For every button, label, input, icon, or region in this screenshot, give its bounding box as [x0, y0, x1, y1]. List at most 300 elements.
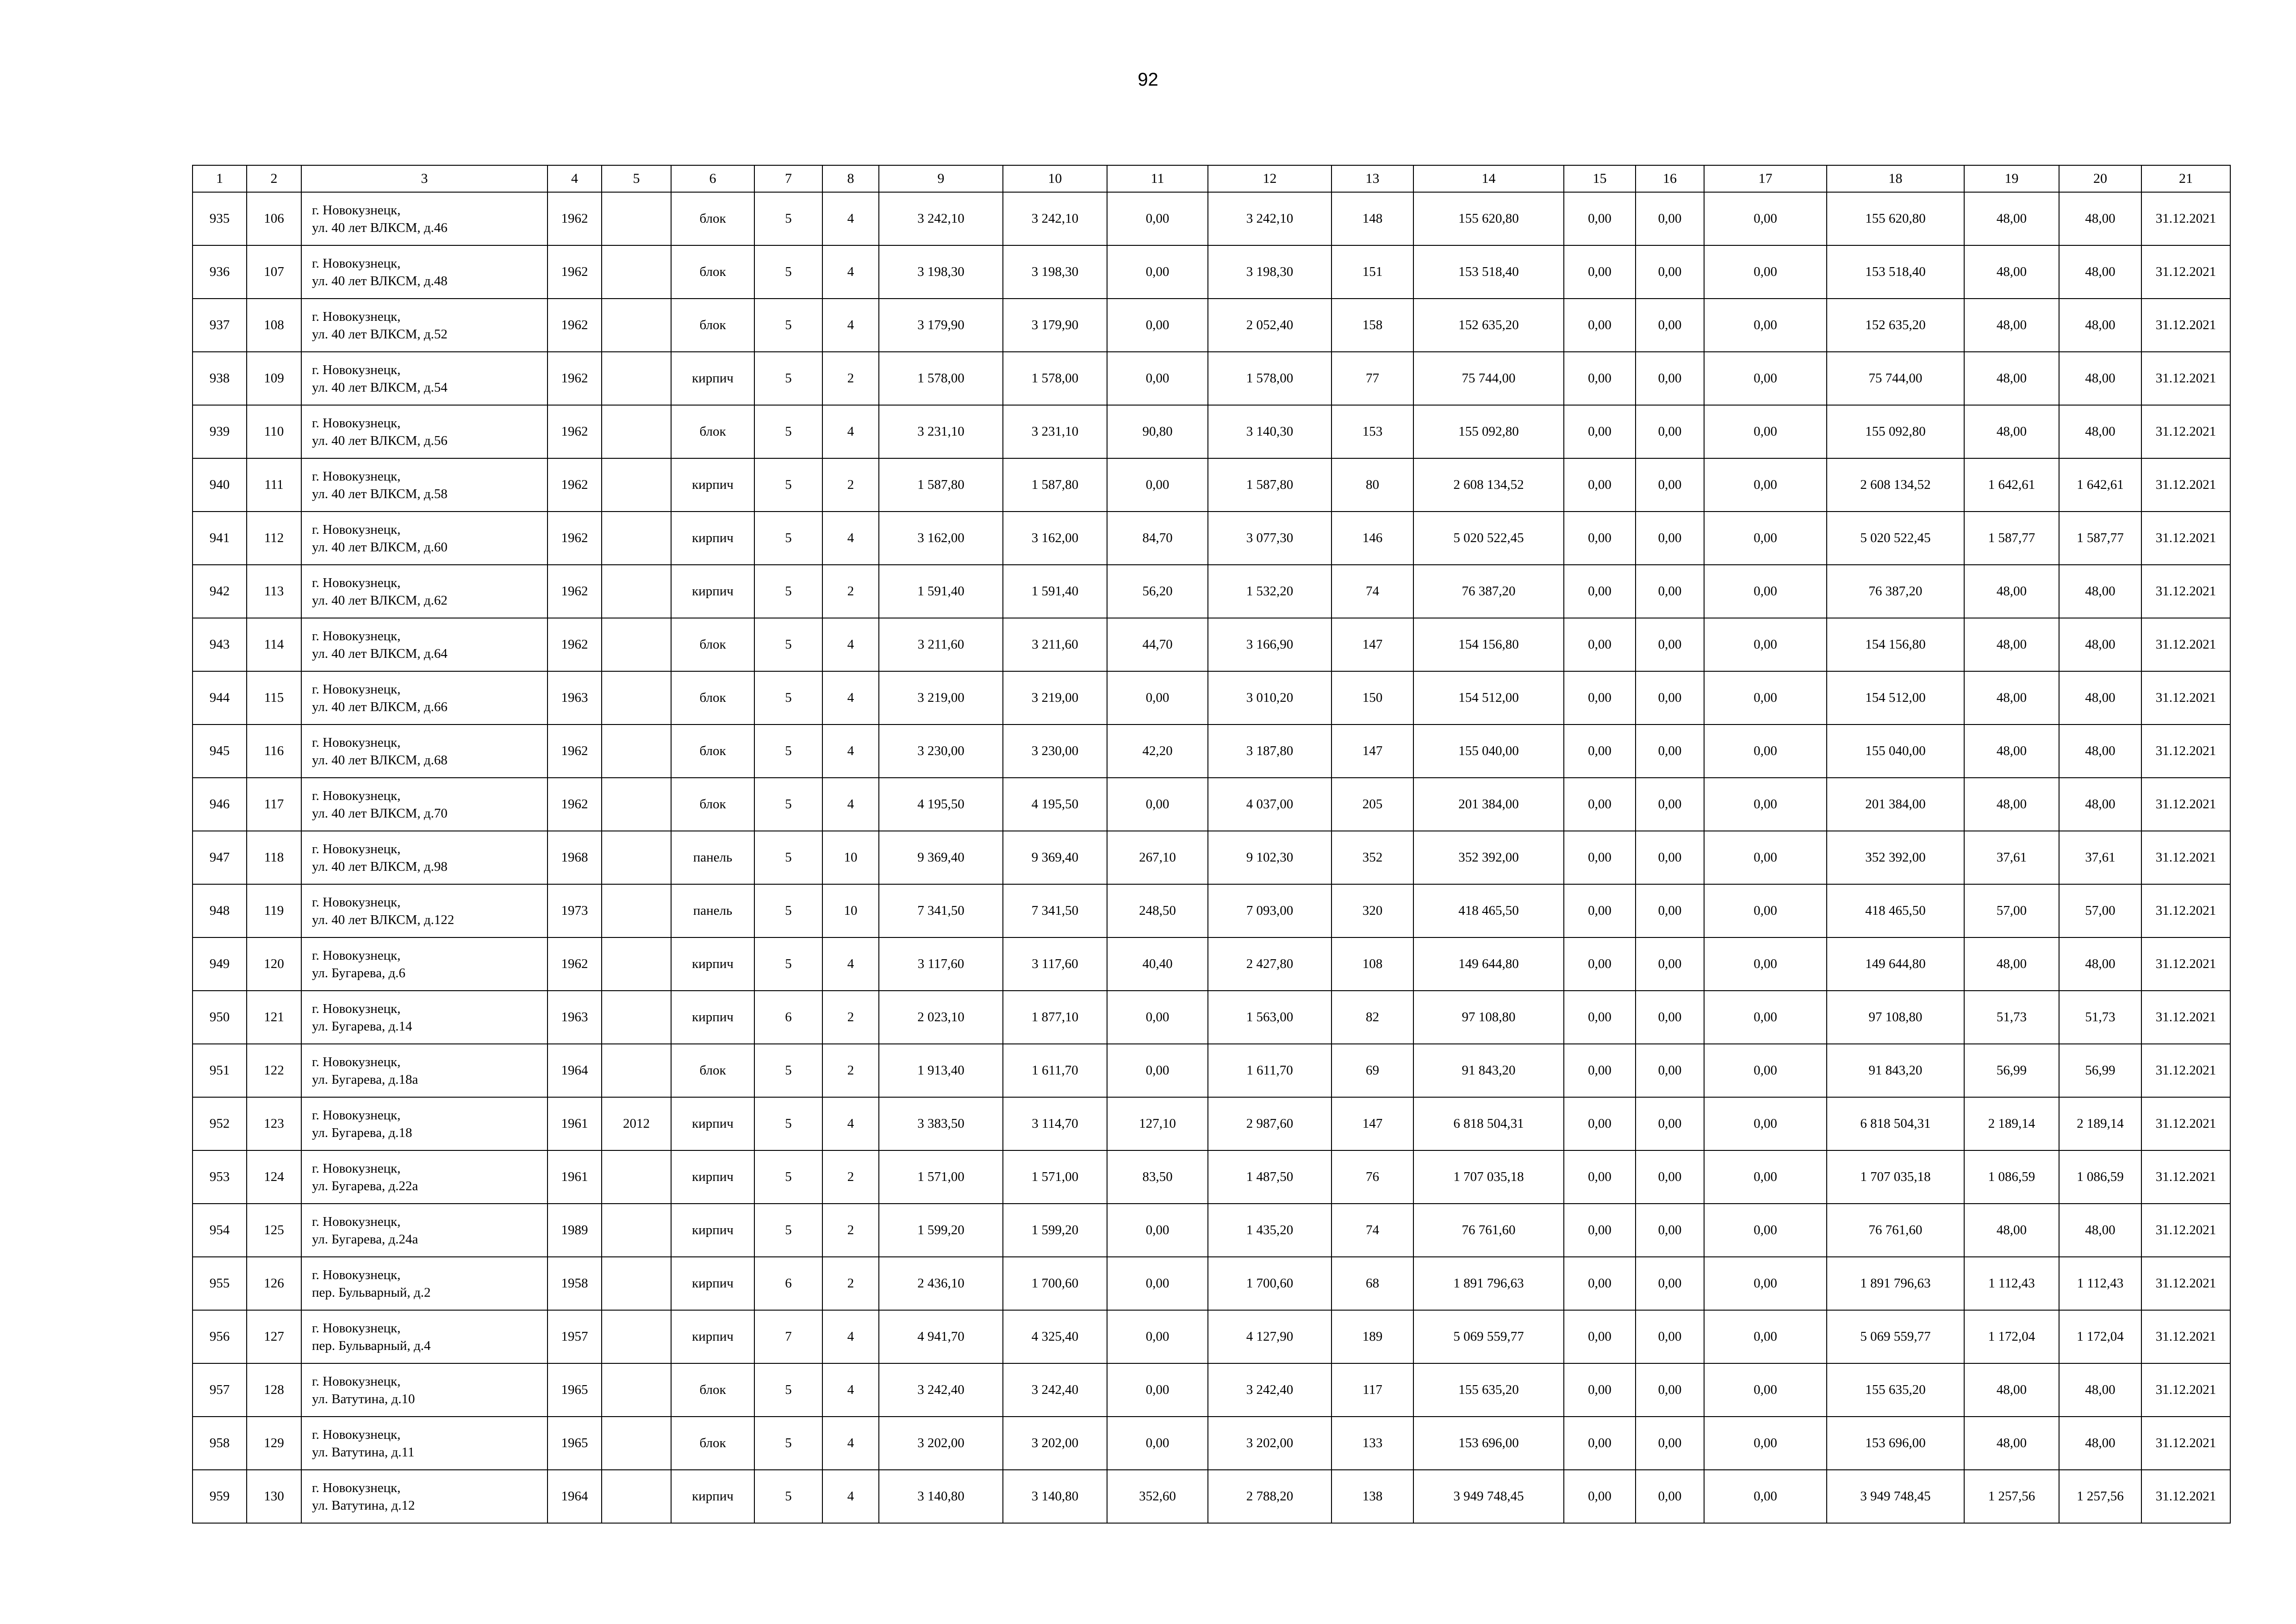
- table-row: [193, 1310, 2230, 1363]
- cell-c8: 2: [822, 458, 879, 512]
- cell-c14: 352 392,00: [1413, 831, 1564, 884]
- cell-c13: 150: [1332, 671, 1413, 725]
- address-city: г. Новокузнецк,: [312, 415, 401, 431]
- address-cell: [301, 512, 548, 565]
- column-header-7: 7: [754, 165, 822, 192]
- cell-c7: 5: [754, 1470, 822, 1523]
- cell-c5: [602, 245, 671, 299]
- cell-c6: блок: [671, 725, 754, 778]
- cell-c21: 31.12.2021: [2141, 618, 2230, 671]
- cell-c20: 1 587,77: [2059, 512, 2141, 565]
- cell-c21: 31.12.2021: [2141, 565, 2230, 618]
- cell-c6: блок: [671, 1044, 754, 1097]
- cell-c19: 48,00: [1964, 245, 2059, 299]
- cell-c18: 201 384,00: [1827, 778, 1964, 831]
- cell-c13: 147: [1332, 725, 1413, 778]
- cell-c16: 0,00: [1636, 831, 1704, 884]
- cell-c14: 3 949 748,45: [1413, 1470, 1564, 1523]
- cell-c6: блок: [671, 299, 754, 352]
- housing-register-table: [192, 165, 2231, 1524]
- cell-c4: 1962: [548, 512, 602, 565]
- cell-c17: 0,00: [1704, 1150, 1827, 1204]
- cell-c12: 2 788,20: [1208, 1470, 1332, 1523]
- cell-c16: 0,00: [1636, 352, 1704, 405]
- cell-c19: 1 086,59: [1964, 1150, 2059, 1204]
- cell-c17: 0,00: [1704, 1417, 1827, 1470]
- address-cell: [301, 1310, 548, 1363]
- cell-c2: 123: [247, 1097, 301, 1150]
- cell-c17: 0,00: [1704, 565, 1827, 618]
- cell-c6: кирпич: [671, 1257, 754, 1310]
- cell-c5: [602, 991, 671, 1044]
- cell-c13: 189: [1332, 1310, 1413, 1363]
- cell-c10: 1 578,00: [1003, 352, 1107, 405]
- address-street: ул. 40 лет ВЛКСМ, д.46: [312, 220, 448, 235]
- cell-c19: 48,00: [1964, 565, 2059, 618]
- cell-c17: 0,00: [1704, 512, 1827, 565]
- cell-c13: 147: [1332, 1097, 1413, 1150]
- cell-c8: 2: [822, 1257, 879, 1310]
- cell-c2: 118: [247, 831, 301, 884]
- cell-c21: 31.12.2021: [2141, 831, 2230, 884]
- cell-c20: 2 189,14: [2059, 1097, 2141, 1150]
- cell-c11: 0,00: [1107, 245, 1208, 299]
- cell-c18: 155 092,80: [1827, 405, 1964, 458]
- cell-c4: 1962: [548, 405, 602, 458]
- cell-c8: 2: [822, 1204, 879, 1257]
- cell-c16: 0,00: [1636, 192, 1704, 245]
- cell-c15: 0,00: [1564, 1097, 1636, 1150]
- address-cell: [301, 1204, 548, 1257]
- cell-c20: 56,99: [2059, 1044, 2141, 1097]
- cell-c6: панель: [671, 884, 754, 937]
- cell-c15: 0,00: [1564, 1204, 1636, 1257]
- cell-c10: 4 325,40: [1003, 1310, 1107, 1363]
- cell-c1: 954: [193, 1204, 247, 1257]
- cell-c19: 48,00: [1964, 192, 2059, 245]
- cell-c14: 5 069 559,77: [1413, 1310, 1564, 1363]
- cell-c20: 48,00: [2059, 1417, 2141, 1470]
- cell-c13: 146: [1332, 512, 1413, 565]
- cell-c14: 91 843,20: [1413, 1044, 1564, 1097]
- address-cell: [301, 937, 548, 991]
- cell-c19: 56,99: [1964, 1044, 2059, 1097]
- cell-c19: 48,00: [1964, 778, 2059, 831]
- cell-c8: 2: [822, 565, 879, 618]
- cell-c8: 4: [822, 1417, 879, 1470]
- address-city: г. Новокузнецк,: [312, 894, 401, 910]
- cell-c9: 3 162,00: [879, 512, 1003, 565]
- cell-c15: 0,00: [1564, 937, 1636, 991]
- cell-c14: 75 744,00: [1413, 352, 1564, 405]
- cell-c4: 1962: [548, 192, 602, 245]
- cell-c11: 90,80: [1107, 405, 1208, 458]
- cell-c2: 130: [247, 1470, 301, 1523]
- cell-c9: 1 571,00: [879, 1150, 1003, 1204]
- address-street: ул. Бугарева, д.22а: [312, 1178, 418, 1193]
- cell-c5: [602, 831, 671, 884]
- cell-c18: 352 392,00: [1827, 831, 1964, 884]
- table-row: [193, 1150, 2230, 1204]
- cell-c15: 0,00: [1564, 725, 1636, 778]
- cell-c4: 1962: [548, 778, 602, 831]
- cell-c1: 951: [193, 1044, 247, 1097]
- address-street: ул. 40 лет ВЛКСМ, д.62: [312, 593, 448, 608]
- cell-c10: 3 162,00: [1003, 512, 1107, 565]
- address-street: ул. Ватутина, д.10: [312, 1391, 415, 1406]
- cell-c4: 1962: [548, 245, 602, 299]
- cell-c8: 10: [822, 884, 879, 937]
- address-city: г. Новокузнецк,: [312, 1107, 401, 1123]
- cell-c9: 2 436,10: [879, 1257, 1003, 1310]
- cell-c9: 3 117,60: [879, 937, 1003, 991]
- cell-c7: 5: [754, 1150, 822, 1204]
- column-header-17: 17: [1704, 165, 1827, 192]
- column-header-4: 4: [548, 165, 602, 192]
- address-cell: [301, 405, 548, 458]
- cell-c2: 115: [247, 671, 301, 725]
- cell-c2: 122: [247, 1044, 301, 1097]
- cell-c1: 936: [193, 245, 247, 299]
- address-street: ул. 40 лет ВЛКСМ, д.56: [312, 433, 448, 448]
- cell-c20: 37,61: [2059, 831, 2141, 884]
- column-header-5: 5: [602, 165, 671, 192]
- cell-c15: 0,00: [1564, 512, 1636, 565]
- cell-c21: 31.12.2021: [2141, 1150, 2230, 1204]
- cell-c10: 1 700,60: [1003, 1257, 1107, 1310]
- address-street: ул. 40 лет ВЛКСМ, д.122: [312, 912, 454, 927]
- cell-c20: 57,00: [2059, 884, 2141, 937]
- cell-c5: [602, 512, 671, 565]
- cell-c9: 3 198,30: [879, 245, 1003, 299]
- table-row: [193, 937, 2230, 991]
- address-cell: [301, 1044, 548, 1097]
- table-row: [193, 352, 2230, 405]
- cell-c18: 153 518,40: [1827, 245, 1964, 299]
- cell-c15: 0,00: [1564, 1417, 1636, 1470]
- cell-c2: 120: [247, 937, 301, 991]
- cell-c6: кирпич: [671, 352, 754, 405]
- cell-c6: кирпич: [671, 458, 754, 512]
- cell-c8: 4: [822, 245, 879, 299]
- cell-c8: 4: [822, 299, 879, 352]
- address-cell: [301, 352, 548, 405]
- address-cell: [301, 1150, 548, 1204]
- cell-c2: 106: [247, 192, 301, 245]
- table-row: [193, 1470, 2230, 1523]
- cell-c4: 1964: [548, 1470, 602, 1523]
- cell-c16: 0,00: [1636, 1204, 1704, 1257]
- cell-c20: 48,00: [2059, 192, 2141, 245]
- cell-c21: 31.12.2021: [2141, 1044, 2230, 1097]
- cell-c18: 155 635,20: [1827, 1363, 1964, 1417]
- cell-c6: кирпич: [671, 1310, 754, 1363]
- cell-c8: 4: [822, 937, 879, 991]
- cell-c2: 114: [247, 618, 301, 671]
- cell-c13: 74: [1332, 565, 1413, 618]
- cell-c18: 155 620,80: [1827, 192, 1964, 245]
- cell-c7: 5: [754, 299, 822, 352]
- cell-c1: 946: [193, 778, 247, 831]
- cell-c1: 938: [193, 352, 247, 405]
- table-row: [193, 458, 2230, 512]
- cell-c6: кирпич: [671, 1470, 754, 1523]
- cell-c2: 127: [247, 1310, 301, 1363]
- cell-c12: 1 435,20: [1208, 1204, 1332, 1257]
- cell-c5: [602, 1310, 671, 1363]
- cell-c11: 40,40: [1107, 937, 1208, 991]
- cell-c17: 0,00: [1704, 884, 1827, 937]
- address-city: г. Новокузнецк,: [312, 468, 401, 484]
- cell-c12: 3 242,10: [1208, 192, 1332, 245]
- cell-c7: 5: [754, 778, 822, 831]
- cell-c10: 1 611,70: [1003, 1044, 1107, 1097]
- cell-c20: 1 642,61: [2059, 458, 2141, 512]
- cell-c8: 4: [822, 778, 879, 831]
- cell-c15: 0,00: [1564, 1310, 1636, 1363]
- cell-c7: 5: [754, 405, 822, 458]
- cell-c12: 2 987,60: [1208, 1097, 1332, 1150]
- cell-c9: 3 211,60: [879, 618, 1003, 671]
- cell-c11: 0,00: [1107, 991, 1208, 1044]
- cell-c11: 0,00: [1107, 1257, 1208, 1310]
- cell-c15: 0,00: [1564, 458, 1636, 512]
- cell-c17: 0,00: [1704, 245, 1827, 299]
- cell-c9: 3 219,00: [879, 671, 1003, 725]
- address-city: г. Новокузнецк,: [312, 522, 401, 537]
- cell-c13: 76: [1332, 1150, 1413, 1204]
- cell-c16: 0,00: [1636, 405, 1704, 458]
- address-cell: [301, 671, 548, 725]
- address-cell: [301, 884, 548, 937]
- cell-c7: 5: [754, 1044, 822, 1097]
- cell-c10: 3 242,40: [1003, 1363, 1107, 1417]
- cell-c20: 48,00: [2059, 352, 2141, 405]
- cell-c19: 1 642,61: [1964, 458, 2059, 512]
- cell-c5: [602, 565, 671, 618]
- cell-c4: 1965: [548, 1363, 602, 1417]
- cell-c1: 944: [193, 671, 247, 725]
- cell-c4: 1968: [548, 831, 602, 884]
- cell-c20: 48,00: [2059, 299, 2141, 352]
- cell-c9: 1 913,40: [879, 1044, 1003, 1097]
- cell-c8: 4: [822, 1470, 879, 1523]
- address-street: пер. Бульварный, д.2: [312, 1285, 431, 1300]
- cell-c17: 0,00: [1704, 618, 1827, 671]
- cell-c11: 0,00: [1107, 352, 1208, 405]
- cell-c10: 1 591,40: [1003, 565, 1107, 618]
- cell-c19: 1 587,77: [1964, 512, 2059, 565]
- cell-c18: 149 644,80: [1827, 937, 1964, 991]
- cell-c17: 0,00: [1704, 937, 1827, 991]
- address-city: г. Новокузнецк,: [312, 1267, 401, 1282]
- cell-c1: 941: [193, 512, 247, 565]
- cell-c12: 3 166,90: [1208, 618, 1332, 671]
- cell-c2: 117: [247, 778, 301, 831]
- page-number: 92: [1138, 69, 1158, 90]
- cell-c2: 112: [247, 512, 301, 565]
- cell-c18: 75 744,00: [1827, 352, 1964, 405]
- address-street: ул. 40 лет ВЛКСМ, д.48: [312, 273, 448, 288]
- cell-c1: 947: [193, 831, 247, 884]
- cell-c8: 4: [822, 1097, 879, 1150]
- cell-c9: 3 140,80: [879, 1470, 1003, 1523]
- cell-c13: 158: [1332, 299, 1413, 352]
- cell-c21: 31.12.2021: [2141, 1257, 2230, 1310]
- cell-c11: 42,20: [1107, 725, 1208, 778]
- cell-c14: 1 891 796,63: [1413, 1257, 1564, 1310]
- cell-c4: 1962: [548, 937, 602, 991]
- cell-c9: 4 941,70: [879, 1310, 1003, 1363]
- cell-c16: 0,00: [1636, 884, 1704, 937]
- cell-c19: 48,00: [1964, 1363, 2059, 1417]
- cell-c12: 2 052,40: [1208, 299, 1332, 352]
- cell-c8: 4: [822, 512, 879, 565]
- cell-c16: 0,00: [1636, 1257, 1704, 1310]
- cell-c21: 31.12.2021: [2141, 725, 2230, 778]
- cell-c18: 5 069 559,77: [1827, 1310, 1964, 1363]
- cell-c1: 948: [193, 884, 247, 937]
- column-number-header-row: [193, 165, 2230, 192]
- cell-c17: 0,00: [1704, 1257, 1827, 1310]
- cell-c19: 48,00: [1964, 937, 2059, 991]
- cell-c1: 959: [193, 1470, 247, 1523]
- cell-c6: панель: [671, 831, 754, 884]
- cell-c21: 31.12.2021: [2141, 884, 2230, 937]
- cell-c20: 48,00: [2059, 1363, 2141, 1417]
- cell-c7: 7: [754, 1310, 822, 1363]
- cell-c9: 3 179,90: [879, 299, 1003, 352]
- cell-c19: 1 172,04: [1964, 1310, 2059, 1363]
- column-header-2: 2: [247, 165, 301, 192]
- cell-c16: 0,00: [1636, 1417, 1704, 1470]
- cell-c11: 0,00: [1107, 458, 1208, 512]
- cell-c2: 107: [247, 245, 301, 299]
- cell-c6: кирпич: [671, 565, 754, 618]
- address-street: пер. Бульварный, д.4: [312, 1338, 431, 1353]
- address-cell: [301, 831, 548, 884]
- address-city: г. Новокузнецк,: [312, 628, 401, 643]
- address-street: ул. 40 лет ВЛКСМ, д.98: [312, 859, 448, 874]
- cell-c5: 2012: [602, 1097, 671, 1150]
- cell-c18: 5 020 522,45: [1827, 512, 1964, 565]
- cell-c10: 3 114,70: [1003, 1097, 1107, 1150]
- cell-c21: 31.12.2021: [2141, 778, 2230, 831]
- cell-c7: 5: [754, 937, 822, 991]
- address-cell: [301, 565, 548, 618]
- address-cell: [301, 618, 548, 671]
- cell-c11: 44,70: [1107, 618, 1208, 671]
- cell-c11: 352,60: [1107, 1470, 1208, 1523]
- cell-c7: 5: [754, 512, 822, 565]
- table-row: [193, 1257, 2230, 1310]
- cell-c20: 48,00: [2059, 618, 2141, 671]
- cell-c7: 5: [754, 884, 822, 937]
- cell-c14: 1 707 035,18: [1413, 1150, 1564, 1204]
- cell-c11: 0,00: [1107, 1310, 1208, 1363]
- cell-c7: 6: [754, 991, 822, 1044]
- cell-c9: 3 230,00: [879, 725, 1003, 778]
- column-header-13: 13: [1332, 165, 1413, 192]
- cell-c16: 0,00: [1636, 245, 1704, 299]
- cell-c10: 7 341,50: [1003, 884, 1107, 937]
- cell-c7: 5: [754, 1363, 822, 1417]
- address-city: г. Новокузнецк,: [312, 575, 401, 590]
- address-city: г. Новокузнецк,: [312, 1374, 401, 1389]
- cell-c19: 48,00: [1964, 618, 2059, 671]
- cell-c6: блок: [671, 618, 754, 671]
- cell-c13: 148: [1332, 192, 1413, 245]
- cell-c16: 0,00: [1636, 458, 1704, 512]
- cell-c10: 3 140,80: [1003, 1470, 1107, 1523]
- cell-c18: 2 608 134,52: [1827, 458, 1964, 512]
- cell-c14: 6 818 504,31: [1413, 1097, 1564, 1150]
- cell-c6: кирпич: [671, 1150, 754, 1204]
- cell-c16: 0,00: [1636, 299, 1704, 352]
- column-header-21: 21: [2141, 165, 2230, 192]
- cell-c8: 2: [822, 352, 879, 405]
- address-street: ул. Бугарева, д.24а: [312, 1231, 418, 1247]
- cell-c8: 4: [822, 192, 879, 245]
- cell-c17: 0,00: [1704, 1204, 1827, 1257]
- cell-c16: 0,00: [1636, 1044, 1704, 1097]
- cell-c6: кирпич: [671, 1204, 754, 1257]
- cell-c12: 3 010,20: [1208, 671, 1332, 725]
- cell-c14: 155 635,20: [1413, 1363, 1564, 1417]
- cell-c15: 0,00: [1564, 1044, 1636, 1097]
- cell-c4: 1965: [548, 1417, 602, 1470]
- column-header-19: 19: [1964, 165, 2059, 192]
- table-row: [193, 405, 2230, 458]
- cell-c19: 48,00: [1964, 299, 2059, 352]
- cell-c2: 119: [247, 884, 301, 937]
- cell-c17: 0,00: [1704, 405, 1827, 458]
- cell-c15: 0,00: [1564, 565, 1636, 618]
- cell-c19: 1 257,56: [1964, 1470, 2059, 1523]
- cell-c12: 1 532,20: [1208, 565, 1332, 618]
- column-header-15: 15: [1564, 165, 1636, 192]
- address-city: г. Новокузнецк,: [312, 1161, 401, 1176]
- cell-c8: 4: [822, 405, 879, 458]
- cell-c10: 3 198,30: [1003, 245, 1107, 299]
- cell-c1: 937: [193, 299, 247, 352]
- address-street: ул. 40 лет ВЛКСМ, д.52: [312, 326, 448, 342]
- cell-c18: 154 512,00: [1827, 671, 1964, 725]
- cell-c5: [602, 1257, 671, 1310]
- cell-c18: 152 635,20: [1827, 299, 1964, 352]
- table-row: [193, 831, 2230, 884]
- cell-c17: 0,00: [1704, 192, 1827, 245]
- cell-c4: 1963: [548, 991, 602, 1044]
- address-city: г. Новокузнецк,: [312, 1480, 401, 1495]
- cell-c10: 3 179,90: [1003, 299, 1107, 352]
- cell-c1: 945: [193, 725, 247, 778]
- cell-c4: 1961: [548, 1097, 602, 1150]
- address-city: г. Новокузнецк,: [312, 948, 401, 963]
- cell-c9: 4 195,50: [879, 778, 1003, 831]
- cell-c1: 950: [193, 991, 247, 1044]
- cell-c17: 0,00: [1704, 725, 1827, 778]
- cell-c6: кирпич: [671, 1097, 754, 1150]
- cell-c12: 1 587,80: [1208, 458, 1332, 512]
- cell-c10: 3 202,00: [1003, 1417, 1107, 1470]
- cell-c17: 0,00: [1704, 991, 1827, 1044]
- address-street: ул. Бугарева, д.6: [312, 965, 405, 981]
- cell-c14: 201 384,00: [1413, 778, 1564, 831]
- address-city: г. Новокузнецк,: [312, 309, 401, 324]
- cell-c16: 0,00: [1636, 671, 1704, 725]
- cell-c13: 69: [1332, 1044, 1413, 1097]
